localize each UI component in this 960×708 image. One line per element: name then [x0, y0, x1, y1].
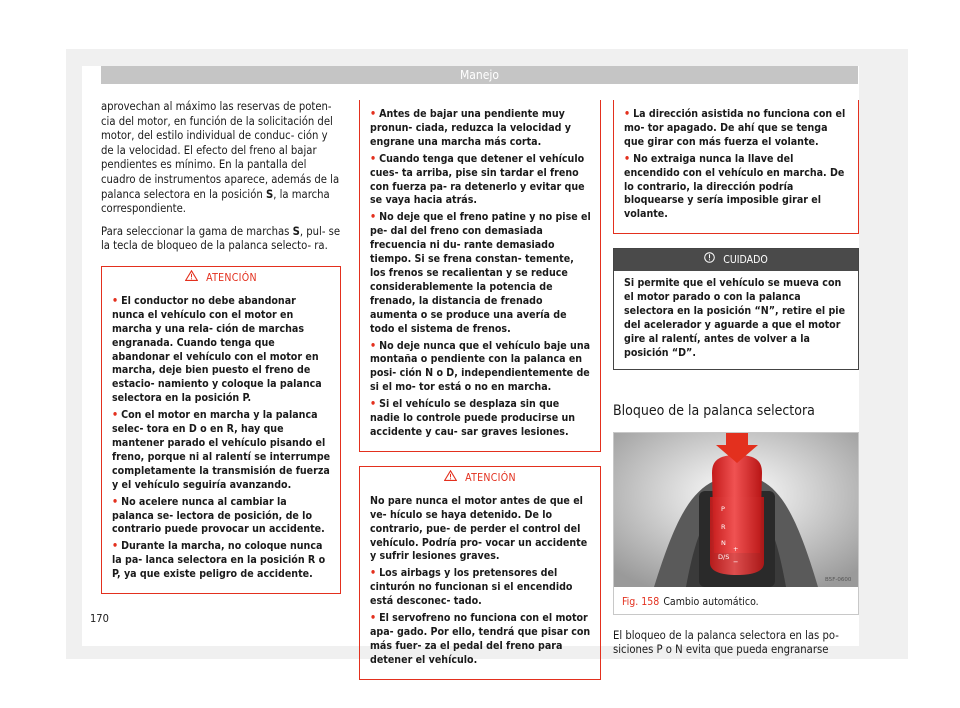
- warning-box: [101, 266, 341, 594]
- running-header: Manejo: [101, 66, 858, 84]
- paragraph-3: El bloqueo de la palanca selectora en las po- siciones P o N evita que pueda engranarse: [613, 628, 839, 657]
- warning-list-2: [370, 567, 591, 667]
- info-circle-icon: [704, 249, 715, 271]
- warning-item: [112, 540, 331, 582]
- warning-item: [112, 295, 331, 406]
- warning-triangle-icon: [444, 467, 457, 489]
- warning-content-2: [360, 489, 600, 679]
- bullet-icon: •: [112, 540, 119, 553]
- column-2: [359, 100, 601, 680]
- gear-sign-minus: −: [733, 557, 739, 566]
- warning-item: [370, 398, 591, 440]
- paragraph-1: aprovechan al máximo las reservas de poten- cia del motor, en función de la solicitación del motor, del estilo individual de conduc- ción y de la velocidad. El efecto del freno al bajar pendientes es mínimo. En la pantalla del cuadro de instrumentos aparece, además de la palanca selectora en la posición S, la marcha correspondiente.: [101, 100, 340, 216]
- warning-item-text: Antes de bajar una pendiente muy pronun- ciada, reduzca la velocidad y engrane una marcha más corta.: [370, 108, 571, 148]
- warning-intro: No pare nunca el motor antes de que el ve- hículo se haya detenido. De lo contrario, pue- de perder el control del vehículo. Podría pro- vocar un accidente y sufrir lesiones graves.: [370, 494, 588, 563]
- warning-item-text: No acelere nunca al cambiar la palanca se- lectora de posición, de lo contrario puede provocar un accidente.: [112, 495, 325, 536]
- warning-item-text: No deje nunca que el vehículo baje una montaña o pendiente con la palanca en posi- ción N o D, independientemente de si el mo- tor está o no en marcha.: [370, 339, 591, 394]
- warning-item: [370, 612, 591, 668]
- warning-item-text: La dirección asistida no funciona con el mo- tor apagado. De ahí que se tenga que girar con más fuerza el volante.: [624, 108, 846, 148]
- bullet-icon: •: [370, 612, 377, 625]
- bullet-icon: •: [370, 339, 377, 352]
- paragraph-2: Para seleccionar la gama de marchas S, pul- se la tecla de bloqueo de la palanca selecto- ra.: [101, 224, 341, 253]
- figure-code: B5F-0600: [825, 576, 852, 583]
- warning-item: [370, 340, 591, 396]
- bullet-icon: •: [370, 108, 377, 120]
- bullet-icon: •: [624, 152, 631, 165]
- caution-box: [613, 248, 859, 369]
- warning-item: [370, 108, 591, 150]
- warning-title: ATENCIÓN: [102, 267, 340, 289]
- gear-label-ds: D/S: [718, 552, 730, 561]
- bullet-icon: •: [370, 567, 377, 580]
- warning-item-text: No extraiga nunca la llave del encendido con el vehículo en marcha. De lo contrario, la dirección podría bloquearse y sería imposible girar el volante.: [624, 152, 845, 221]
- warning-item-text: El servofreno no funciona con el motor apa- gado. Por ello, tendrá que pisar con más fuer- za el pedal del freno para detener el vehículo.: [370, 612, 591, 666]
- warning-item: [112, 496, 331, 538]
- warning-item-text: No deje que el freno patine y no pise el pe- dal del freno con demasiada frecuencia ni du- rante demasiado tiempo. Si se frena constan- temente, los frenos se recalientan y se reduce considerablemente la potencia de frenado, la distancia de frenado aumenta o se produce una avería de todo el sistema de frenos.: [370, 211, 591, 335]
- warning-item: [624, 108, 849, 150]
- figure-caption: Fig. 158 Cambio automático.: [622, 596, 759, 609]
- column-1: [101, 100, 341, 594]
- bullet-icon: •: [370, 398, 377, 411]
- warning-item: [112, 409, 331, 492]
- warning-item-text: Los airbags y los pretensores del cinturón no funcionan si el encendido está desconec- tado.: [370, 567, 573, 608]
- warning-item-text: Cuando tenga que detener el vehículo cues- ta arriba, pise sin tardar el freno con fuerza pa- ra detenerlo y evitar que se vaya hacia atrás.: [370, 152, 585, 207]
- bullet-icon: •: [624, 108, 631, 120]
- gear-label-p: P: [721, 504, 725, 513]
- gear-label-r: R: [721, 522, 726, 531]
- bullet-icon: •: [112, 294, 119, 307]
- warning-item: [370, 567, 591, 609]
- warning-item-text: Con el motor en marcha y la palanca selec- tora en D o en R, hay que mantener parado el vehículo pisando el freno, porque ni al ralentí se interrumpe completamente la transmisión de fuerza y el vehículo seguiría avanzando.: [112, 409, 331, 491]
- warning-item: [624, 153, 849, 223]
- figure-158: [613, 432, 859, 615]
- warning-box-2: [359, 466, 601, 680]
- column-3: [613, 100, 859, 666]
- gear-shift-illustration: [614, 433, 858, 587]
- warning-item: [370, 153, 591, 209]
- warning-item: [370, 211, 591, 336]
- warning-continuation-box: [359, 100, 601, 452]
- warning-title-2: ATENCIÓN: [360, 467, 600, 489]
- warning-item-text: Durante la marcha, no coloque nunca la pa- lanca selectora en la posición R o P, ya que existe peligro de accidente.: [112, 540, 326, 581]
- bullet-icon: •: [112, 409, 119, 422]
- caution-text: Si permite que el vehículo se mueva con el motor parado o con la palanca selectora en la posición “N”, retire el pie del acelerador y aguarde a que el motor gire al ralentí, antes de volver a la posición “D”.: [624, 277, 846, 359]
- page-number: 170: [90, 612, 109, 625]
- warning-item-text: El conductor no debe abandonar nunca el vehículo con el motor en marcha y una rela- ción de marchas engranada. Cuando tenga que abandonar el vehículo con el motor en marcha, deje bien puesto el freno de estacio- namiento y coloque la palanca selectora en la posición P.: [112, 294, 322, 405]
- warning-continuation-box-3: [613, 100, 859, 234]
- caution-title: CUIDADO: [614, 249, 858, 271]
- bullet-icon: •: [370, 152, 377, 165]
- warning-triangle-icon: [185, 267, 198, 289]
- warning-item-text: Si el vehículo se desplaza sin que nadie lo controle puede producirse un accidente y cau- sar graves lesiones.: [370, 398, 576, 438]
- bullet-icon: •: [370, 211, 377, 224]
- gear-label-n: N: [721, 538, 726, 547]
- gear-sign-plus: +: [733, 544, 739, 553]
- warning-list: [102, 289, 340, 593]
- section-title: Bloqueo de la palanca selectora: [613, 402, 815, 419]
- bullet-icon: •: [112, 495, 119, 508]
